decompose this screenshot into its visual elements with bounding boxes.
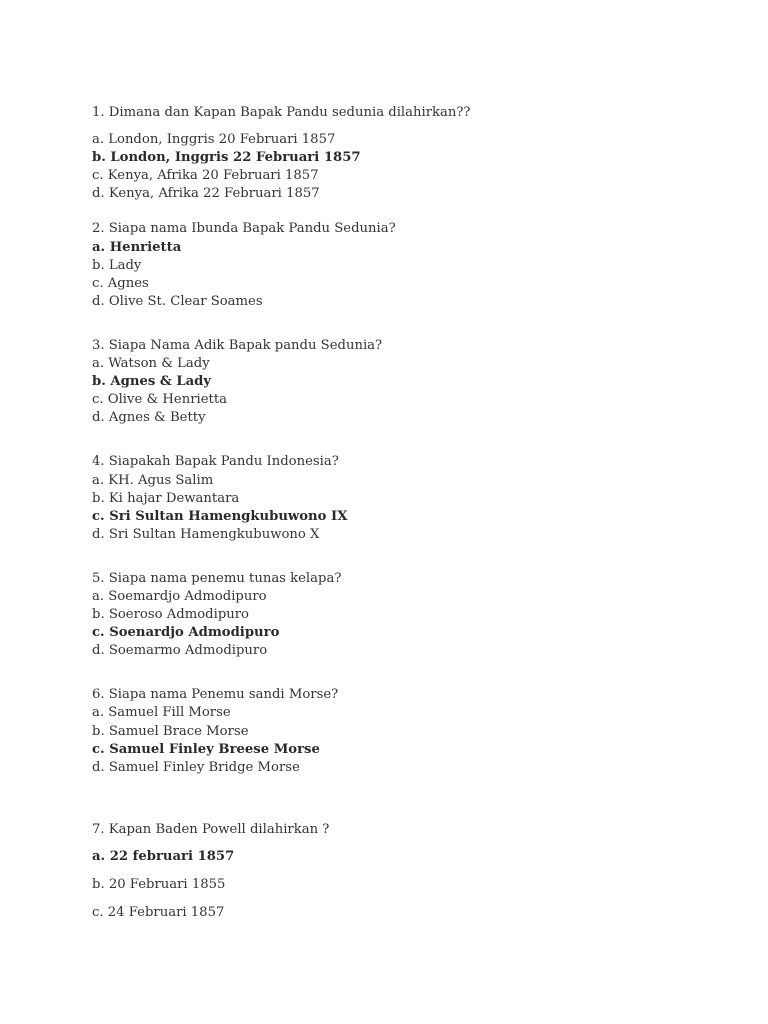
question-text: 4. Siapakah Bapak Pandu Indonesia? xyxy=(92,454,339,470)
question-text: 2. Siapa nama Ibunda Bapak Pandu Sedunia? xyxy=(92,221,396,237)
answer-option-b: b. Samuel Brace Morse xyxy=(92,723,249,739)
answer-option-a-correct: a. 22 februari 1857 xyxy=(92,848,235,864)
question-text: 6. Siapa nama Penemu sandi Morse? xyxy=(92,687,339,703)
question-block-7 xyxy=(92,821,712,922)
answer-option-a: a. Samuel Fill Morse xyxy=(92,705,231,721)
answer-option-b-correct: b. London, Inggris 22 Februari 1857 xyxy=(92,150,361,166)
answer-option-a: a. KH. Agus Salim xyxy=(92,472,214,488)
answer-option-c-correct: c. Soenardjo Admodipuro xyxy=(92,625,280,641)
answer-option-a: a. Watson & Lady xyxy=(92,356,210,372)
answer-option-b: b. Soeroso Admodipuro xyxy=(92,607,249,623)
answer-option-c: c. Agnes xyxy=(92,275,149,291)
answer-option-a-correct: a. Henrietta xyxy=(92,239,182,255)
answer-option-b: b. Ki hajar Dewantara xyxy=(92,490,240,506)
question-block-3 xyxy=(92,337,712,427)
answer-option-d: d. Agnes & Betty xyxy=(92,410,206,426)
answer-option-c-correct: c. Sri Sultan Hamengkubuwono IX xyxy=(92,508,348,524)
answer-option-a: a. Soemardjo Admodipuro xyxy=(92,588,267,604)
answer-option-a: a. London, Inggris 20 Februari 1857 xyxy=(92,132,336,148)
answer-option-c-correct: c. Samuel Finley Breese Morse xyxy=(92,741,320,757)
question-text: 3. Siapa Nama Adik Bapak pandu Sedunia? xyxy=(92,337,383,353)
question-block-2 xyxy=(92,220,712,310)
question-text: 5. Siapa nama penemu tunas kelapa? xyxy=(92,570,342,586)
question-block-5 xyxy=(92,570,712,660)
answer-option-c: c. Kenya, Afrika 20 Februari 1857 xyxy=(92,168,319,184)
quiz-document xyxy=(92,104,712,932)
answer-option-d: d. Kenya, Afrika 22 Februari 1857 xyxy=(92,186,320,202)
answer-option-d: d. Sri Sultan Hamengkubuwono X xyxy=(92,526,320,542)
answer-option-b: b. Lady xyxy=(92,257,142,273)
answer-option-d: d. Samuel Finley Bridge Morse xyxy=(92,759,300,775)
question-block-4 xyxy=(92,453,712,543)
question-block-6 xyxy=(92,686,712,776)
question-text: 1. Dimana dan Kapan Bapak Pandu sedunia dilahirkan?? xyxy=(92,105,471,120)
answer-option-c: c. Olive & Henrietta xyxy=(92,392,227,408)
answer-option-b: b. 20 Februari 1855 xyxy=(92,877,226,892)
answer-option-b-correct: b. Agnes & Lady xyxy=(92,374,212,390)
answer-option-c: c. 24 Februari 1857 xyxy=(92,905,225,921)
answer-option-d: d. Olive St. Clear Soames xyxy=(92,293,263,309)
question-text: 7. Kapan Baden Powell dilahirkan ? xyxy=(92,821,330,837)
question-block-1 xyxy=(92,104,712,203)
answer-option-d: d. Soemarmo Admodipuro xyxy=(92,643,268,659)
